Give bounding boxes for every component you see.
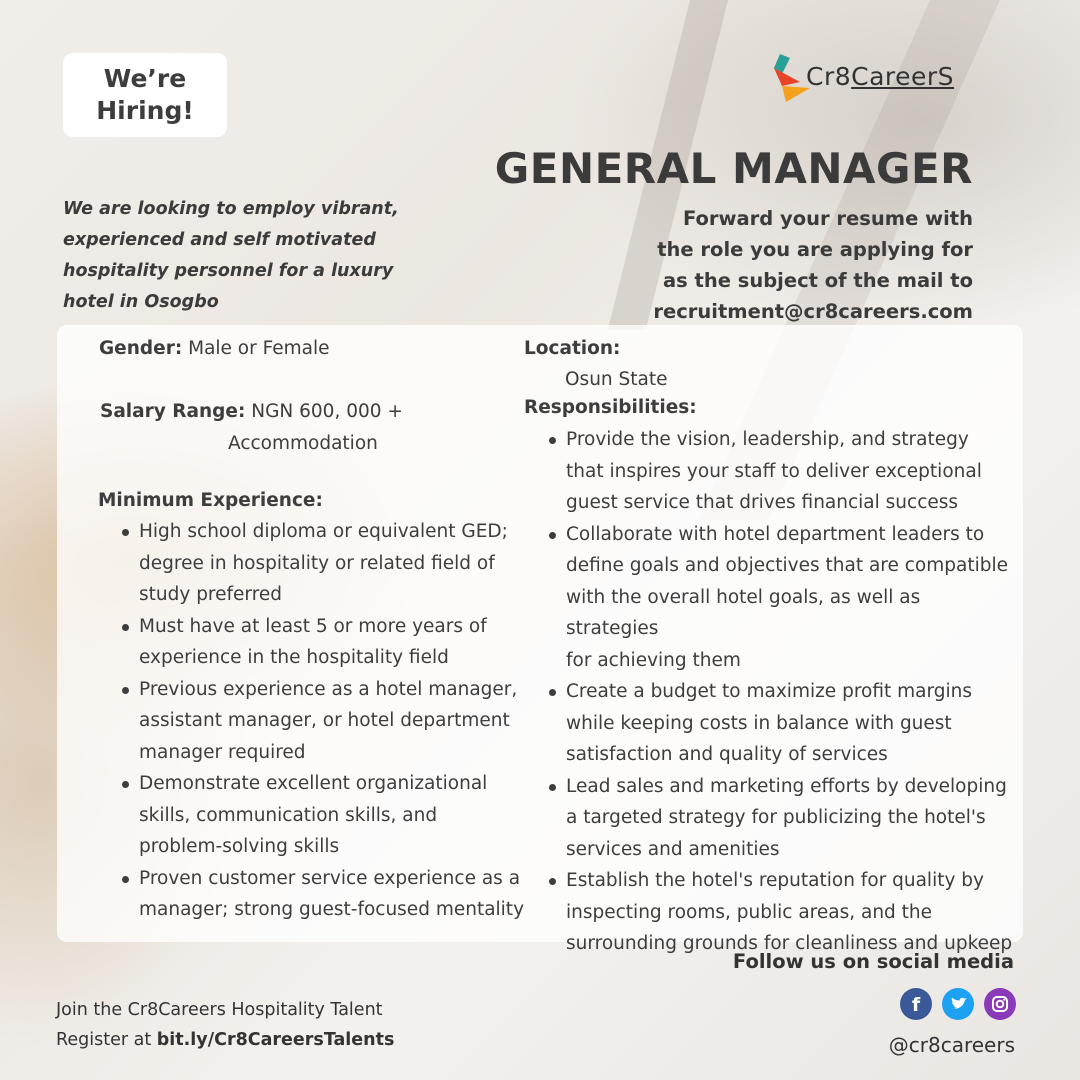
twitter-icon[interactable]: [942, 988, 974, 1020]
list-item: Establish the hotel's reputation for quality by inspecting rooms, public areas, and the surrounding grounds for cleanliness and upkeep: [547, 865, 1017, 960]
intro-line: hospitality personnel for a luxury: [63, 261, 394, 281]
list-item: Collaborate with hotel department leaders to define goals and objectives that are compatible with the overall hotel goals, as well as strategies for achieving them: [547, 519, 1017, 677]
logo-text: [806, 62, 954, 91]
salary-field: [100, 396, 403, 428]
gender-label: Gender:: [99, 338, 183, 359]
register-link[interactable]: bit.ly/Cr8CareersTalents: [156, 1030, 395, 1050]
footer-line2-prefix: Register at: [56, 1030, 157, 1050]
list-item: High school diploma or equivalent GED; degree in hospitality or related field of study preferred: [120, 516, 540, 611]
logo-text-a: Cr8: [806, 62, 852, 91]
list-item: Must have at least 5 or more years of experience in the hospitality field: [120, 611, 540, 674]
salary-value-1: NGN 600, 000 +: [251, 401, 403, 422]
footer-line2: [56, 1025, 394, 1055]
intro-line: hotel in Osogbo: [63, 292, 219, 312]
experience-list: [120, 516, 540, 926]
hiring-badge-line1: We’re: [103, 64, 187, 93]
instructions-line: Forward your resume with: [682, 207, 973, 230]
intro-text: [63, 194, 403, 318]
location-value: Osun State: [565, 369, 668, 390]
location-label: Location:: [524, 338, 621, 359]
list-item: Demonstrate excellent organizational skills, communication skills, and problem-solving skills: [120, 768, 540, 863]
application-instructions: [653, 203, 973, 327]
instructions-line: the role you are applying for: [657, 238, 973, 261]
list-item: Previous experience as a hotel manager, assistant manager, or hotel department manager required: [120, 674, 540, 769]
follow-us-text: Follow us on social media: [732, 950, 1014, 973]
list-item: Lead sales and marketing efforts by developing a targeted strategy for publicizing the hotel's services and amenities: [547, 771, 1017, 866]
footer-line1: Join the Cr8Careers Hospitality Talent: [56, 1000, 383, 1020]
social-icons: [900, 988, 1016, 1020]
instagram-icon[interactable]: [984, 988, 1016, 1020]
svg-text:f: f: [911, 994, 921, 1016]
logo-text-b: CareerS: [851, 62, 955, 91]
responsibilities-list: [547, 424, 1017, 960]
responsibilities-label: Responsibilities:: [524, 397, 697, 418]
salary-value-2: Accommodation: [228, 433, 378, 454]
gender-value: Male or Female: [188, 338, 330, 359]
hiring-badge-line2: Hiring!: [96, 96, 194, 125]
job-title: GENERAL MANAGER: [494, 144, 973, 193]
social-handle[interactable]: @cr8careers: [888, 1033, 1015, 1057]
footer-register: [56, 995, 394, 1055]
recruitment-email[interactable]: recruitment@cr8careers.com: [653, 300, 973, 323]
instructions-line: as the subject of the mail to: [662, 269, 973, 292]
intro-line: experienced and self motivated: [63, 230, 376, 250]
gender-field: [99, 333, 330, 365]
experience-label: Minimum Experience:: [98, 490, 323, 511]
list-item: Proven customer service experience as a manager; strong guest-focused mentality: [120, 863, 540, 926]
salary-label: Salary Range:: [100, 401, 246, 422]
list-item: Provide the vision, leadership, and strategy that inspires your staff to deliver exceptional guest service that drives financial success: [547, 424, 1017, 519]
list-item: Create a budget to maximize profit margins while keeping costs in balance with guest satisfaction and quality of services: [547, 676, 1017, 771]
intro-line: We are looking to employ vibrant,: [63, 199, 399, 219]
cr8careers-logo: [770, 52, 955, 104]
facebook-icon[interactable]: [900, 988, 932, 1020]
logo-mark-icon: [770, 52, 810, 104]
hiring-badge: [63, 53, 227, 137]
